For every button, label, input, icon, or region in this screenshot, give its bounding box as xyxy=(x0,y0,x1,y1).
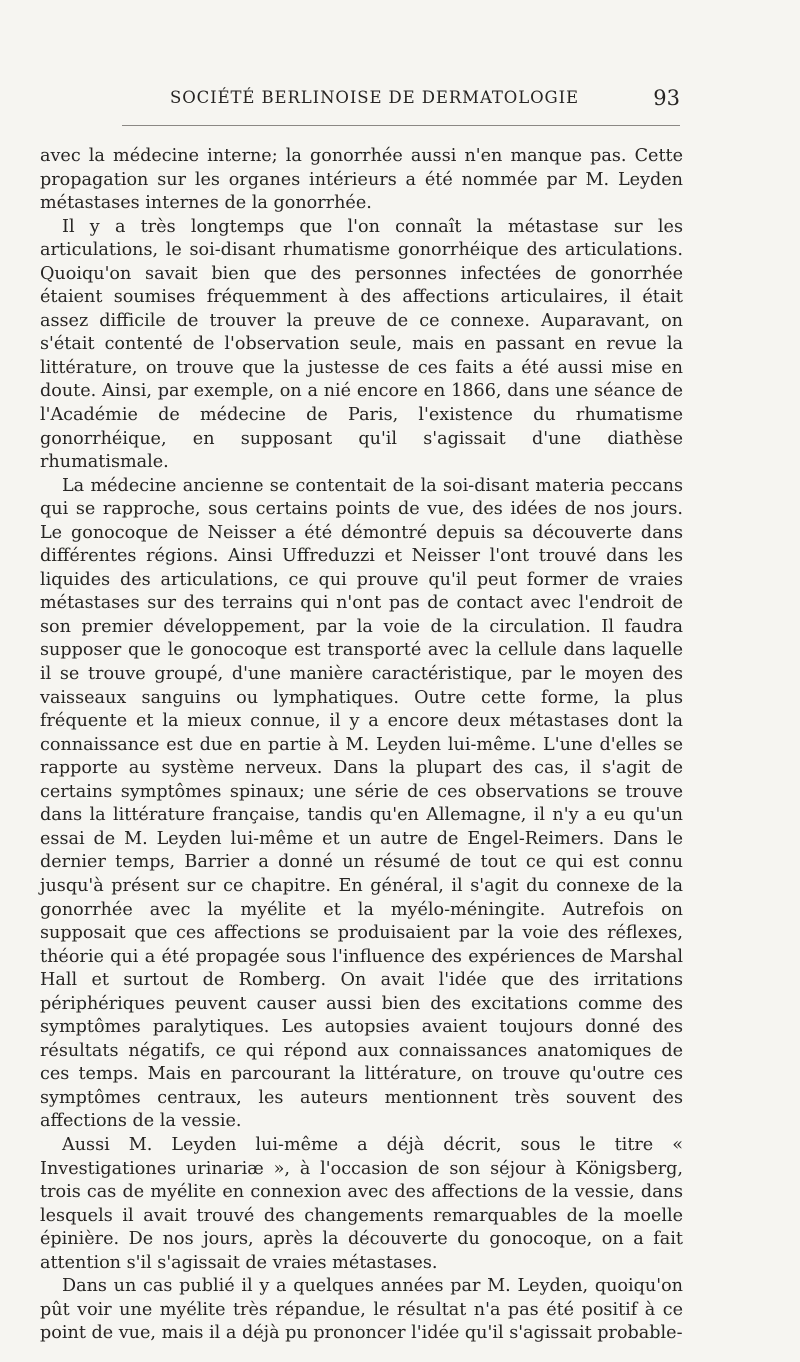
paragraph-1: avec la médecine interne; la gonorrhée aussi n'en manque pas. Cette propagation sur les organes intérieurs a été nommée par M. Leyden métastases internes de la gonorrhée. xyxy=(40,146,683,214)
paragraph-3: La médecine ancienne se contentait de la soi-disant materia peccans qui se rapproche, sous certains points de vue, des idées de nos jours. Le gonocoque de Neisser a été démontré depuis sa découverte dans différentes régions. Ainsi Uffreduzzi et Neisser l'ont trouvé dans les liquides des articulations, ce qui prouve qu'il peut former de vraies métastases sur des terrains qui n'ont pas de contact avec l'endroit de son premier développement, par la voie de la circulation. Il faudra supposer que le gonocoque est transporté avec la cellule dans laquelle il se trouve groupé, d'une manière caractéristique, par le moyen des vaisseaux sanguins ou lymphatiques. Outre cette forme, la plus fréquente et la mieux connue, il y a encore deux métastases dont la connaissance est due en partie à M. Leyden lui-même. L'une d'elles se rapporte au système nerveux. Dans la plupart des cas, il s'agit de certains symptômes spinaux; une série de ces observations se trouve dans la littérature française, tandis qu'en Allemagne, il n'y a eu qu'un essai de M. Leyden lui-même et un autre de Engel-Reimers. Dans le dernier temps, Barrier a donné un résumé de tout ce qui est connu jusqu'à présent sur ce chapitre. En général, il s'agit du connexe de la gonorrhée avec la myélite et la myélo-méningite. Autrefois on supposait que ces affections se produisaient par la voie des réflexes, théorie qui a été propagée sous l'influence des expériences de Marshal Hall et surtout de Romberg. On avait l'idée que des irritations périphériques peuvent causer aussi bien des excitations comme des symptômes paralytiques. Les autopsies avaient toujours donné des résultats négatifs, ce qui répond aux connaissances anatomiques de ces temps. Mais en parcourant la littérature, on trouve qu'outre ces symptômes centraux, les auteurs mentionnent très souvent des affections de la vessie. xyxy=(40,475,683,1132)
paragraph-4: Aussi M. Leyden lui-même a déjà décrit, sous le titre « Investigationes urinariæ », à l'occasion de son séjour à Königsberg, trois cas de myélite en connexion avec des affections de la vessie, dans lesquels il avait trouvé des changements remarquables de la moelle épinière. De nos jours, après la découverte du gonocoque, on a fait attention s'il s'agissait de vraies métastases. xyxy=(40,1134,683,1273)
running-head xyxy=(40,88,680,116)
paragraph-5: Dans un cas publié il y a quelques années par M. Leyden, quoiqu'on pût voir une myélite très répandue, le résultat n'a pas été positif à ce point de vue, mais il a déjà pu prononcer l'idée qu'il s'agissait probable- xyxy=(40,1276,683,1344)
body-text xyxy=(40,145,683,1346)
paragraph-2: Il y a très longtemps que l'on connaît la métastase sur les articulations, le soi-disant rhumatisme gonorrhéique des articulations. Quoiqu'on savait bien que des personnes infectées de gonorrhée étaient soumises fréquemment à des affections articulaires, il était assez difficile de trouver la preuve de ce connexe. Auparavant, on s'était contenté de l'observation seule, mais en passant en revue la littérature, on trouve que la justesse de ces faits a été aussi mise en doute. Ainsi, par exemple, on a nié encore en 1866, dans une séance de l'Académie de médecine de Paris, l'existence du rhumatisme gonorrhéique, en supposant qu'il s'agissait d'une diathèse rhumatismale. xyxy=(40,216,683,473)
page-number: 93 xyxy=(653,86,680,110)
header-rule xyxy=(122,125,680,126)
running-title: SOCIÉTÉ BERLINOISE DE DERMATOLOGIE xyxy=(170,88,579,107)
